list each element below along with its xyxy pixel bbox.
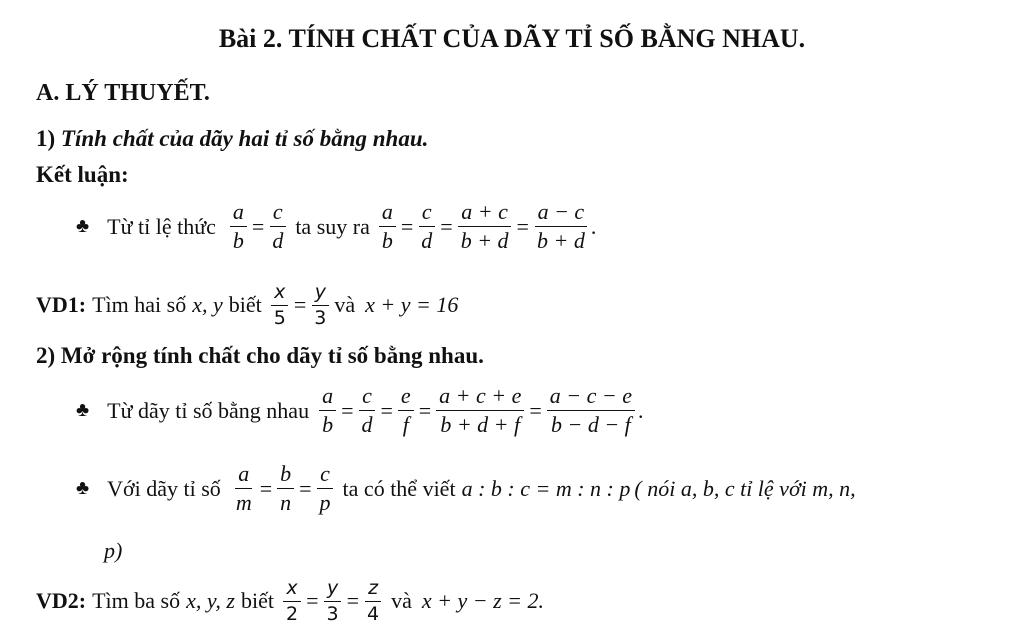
fraction [271, 282, 289, 329]
fraction [283, 578, 301, 625]
page-title: Bài 2. TÍNH CHẤT CỦA DÃY TỈ SỐ BẰNG NHAU. [218, 24, 806, 53]
example1-and: và [334, 292, 356, 318]
numerator: e [398, 384, 414, 411]
denominator: d [421, 228, 433, 254]
numerator: a + c + e [436, 384, 524, 411]
example1-text: Tìm hai số [92, 292, 187, 318]
numerator: c [317, 462, 333, 489]
part1-heading [36, 126, 428, 152]
equals-sign: = [418, 397, 432, 423]
club-bullet-icon: ♣ [76, 215, 90, 238]
denominator: b [381, 228, 393, 254]
example2-line [36, 578, 548, 625]
fraction [230, 200, 247, 253]
example2-vars: x, y, z [186, 588, 235, 614]
example2-label: VD2: [36, 588, 87, 614]
fraction [269, 200, 286, 253]
equals-sign: = [346, 588, 360, 614]
denominator: 2 [286, 602, 299, 625]
numerator: b [277, 462, 294, 489]
denominator: n [280, 490, 292, 516]
equals-sign: = [380, 397, 393, 423]
ratio-note: ( nói a, b, c tỉ lệ với m, n, [634, 475, 856, 501]
equals-sign: = [341, 397, 354, 423]
example2-condition: x + y − z = 2. [421, 588, 545, 614]
bullet2-lead: Từ dãy tỉ số bằng nhau [107, 397, 310, 423]
ratio-expression: a : b : c = m : n : p [461, 475, 631, 501]
fraction [233, 462, 255, 515]
numerator: c [419, 200, 435, 227]
equals-sign: = [529, 397, 542, 423]
equals-sign: = [516, 213, 529, 239]
denominator: 3 [326, 602, 339, 625]
denominator: 5 [273, 306, 286, 329]
denominator: f [402, 412, 409, 438]
fraction [436, 384, 524, 437]
numerator: c [270, 200, 286, 227]
part1-number: 1) [36, 126, 61, 151]
example1-line [36, 282, 462, 329]
numerator: y [324, 578, 341, 602]
denominator: b + d + f [440, 412, 521, 438]
denominator: b + d [460, 228, 509, 254]
numerator: y [312, 282, 329, 306]
conclusion-label: Kết luận: [36, 162, 129, 187]
bullet3-line [76, 462, 856, 515]
numerator: x [271, 282, 288, 306]
denominator: b − d − f [550, 412, 631, 438]
fraction [359, 384, 376, 437]
denominator: d [361, 412, 373, 438]
fraction [379, 200, 396, 253]
numerator: a [235, 462, 252, 489]
equals-sign: = [306, 588, 319, 614]
denominator: b [232, 228, 244, 254]
bullet3-lead: Với dãy tỉ số [107, 475, 221, 501]
bullet1-line [76, 200, 596, 253]
numerator: z [365, 578, 381, 602]
part1-text: Tính chất của dãy hai tỉ số bằng nhau. [60, 126, 429, 151]
bullet1-period: . [590, 213, 597, 239]
bullet1-mid-text: ta suy ra [295, 213, 370, 239]
bullet2-line [76, 384, 644, 437]
example1-vars: x, y [192, 292, 223, 318]
fraction [319, 384, 336, 437]
equals-sign: = [259, 475, 273, 501]
fraction [324, 578, 342, 625]
fraction [311, 282, 329, 329]
numerator: a + c [458, 200, 511, 227]
numerator: x [283, 578, 300, 602]
equals-sign: = [299, 475, 312, 501]
equals-sign: = [440, 213, 453, 239]
ratio-note-continuation: p) [104, 538, 123, 563]
denominator: b + d [536, 228, 585, 254]
numerator: a − c − e [547, 384, 635, 411]
example1-text2: biết [228, 292, 262, 318]
fraction [317, 462, 334, 515]
numerator: a − c [535, 200, 588, 227]
denominator: d [272, 228, 284, 254]
fraction [364, 578, 382, 625]
equals-sign: = [293, 292, 307, 318]
bullet1-lead: Từ tỉ lệ thức [107, 213, 216, 239]
equals-sign: = [251, 213, 265, 239]
example2-and: và [391, 588, 412, 614]
example2-text: Tìm ba số [92, 588, 181, 614]
club-bullet-icon: ♣ [76, 477, 90, 500]
fraction [398, 384, 414, 437]
denominator: m [235, 490, 252, 516]
numerator: a [379, 200, 396, 227]
example1-label: VD1: [36, 292, 87, 318]
numerator: a [230, 200, 247, 227]
denominator: b [322, 412, 334, 438]
example2-text2: biết [241, 588, 274, 614]
fraction [458, 200, 512, 253]
section-heading-theory: A. LÝ THUYẾT. [36, 80, 210, 106]
denominator: 4 [367, 602, 380, 625]
bullet3-mid-text: ta có thể viết [342, 475, 456, 501]
denominator: p [319, 490, 331, 516]
numerator: c [359, 384, 375, 411]
fraction [534, 200, 588, 253]
example1-condition: x + y = 16 [365, 292, 459, 318]
fraction [277, 462, 294, 515]
fraction [418, 200, 435, 253]
fraction [547, 384, 635, 437]
bullet2-period: . [638, 397, 644, 423]
denominator: 3 [314, 306, 327, 329]
numerator: a [319, 384, 336, 411]
equals-sign: = [400, 213, 414, 239]
part2-heading: 2) Mở rộng tính chất cho dãy tỉ số bằng nhau. [36, 343, 484, 368]
club-bullet-icon: ♣ [76, 399, 90, 422]
